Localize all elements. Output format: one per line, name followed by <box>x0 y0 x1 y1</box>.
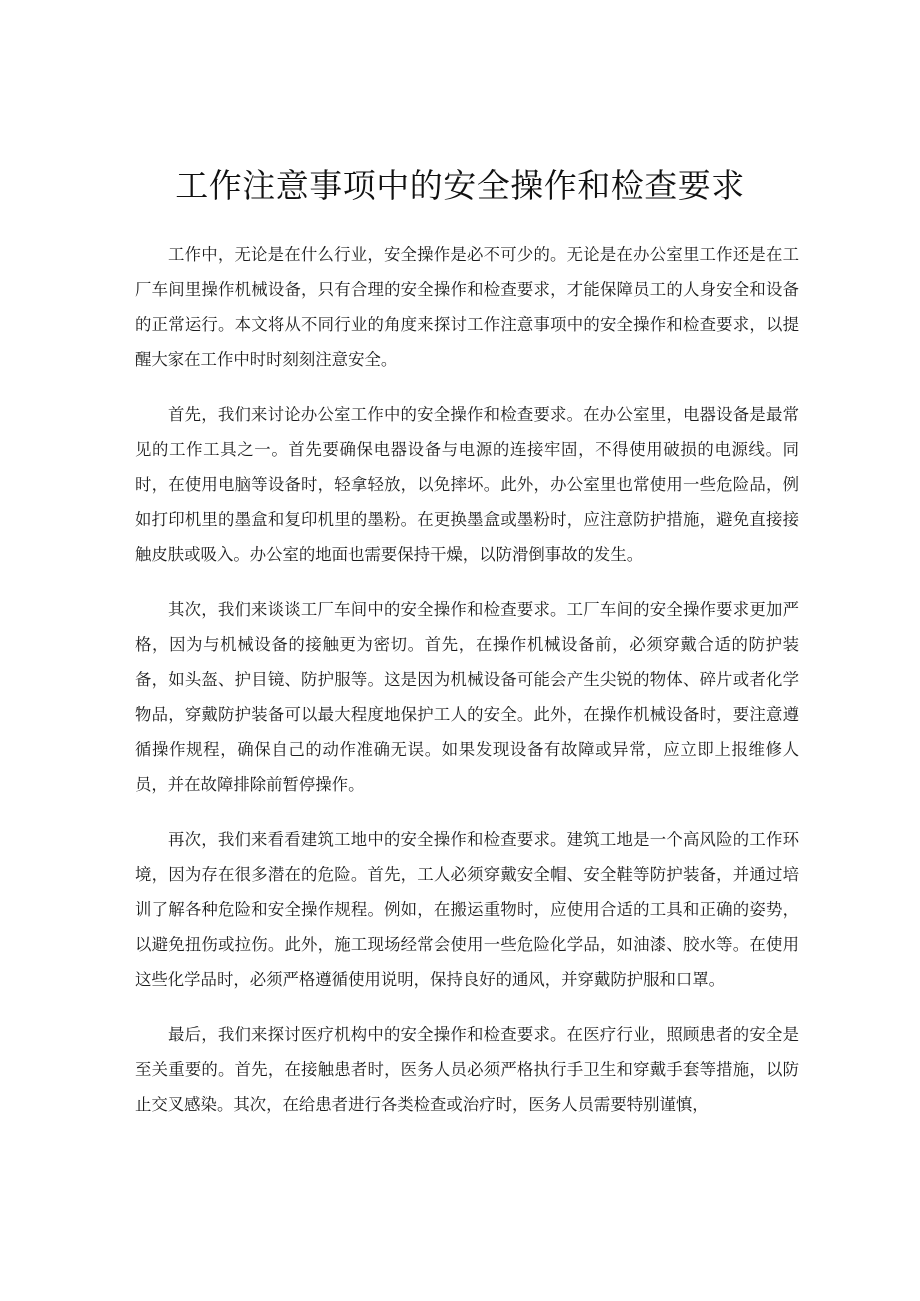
paragraph-factory: 其次，我们来谈谈工厂车间中的安全操作和检查要求。工厂车间的安全操作要求更加严格，因为与机械设备的接触更为密切。首先，在操作机械设备前，必须穿戴合适的防护装备，如头盔、护目镜、防护服等。这是因为机械设备可能会产生尖锐的物体、碎片或者化学物品，穿戴防护装备可以最大程度地保护工人的安全。此外，在操作机械设备时，要注意遵循操作规程，确保自己的动作准确无误。如果发现设备有故障或异常，应立即上报维修人员，并在故障排除前暂停操作。 <box>135 600 799 794</box>
paragraph-construction: 再次，我们来看看建筑工地中的安全操作和检查要求。建筑工地是一个高风险的工作环境，因为存在很多潜在的危险。首先，工人必须穿戴安全帽、安全鞋等防护装备，并通过培训了解各种危险和安全操作规程。例如，在搬运重物时，应使用合适的工具和正确的姿势，以避免扭伤或拉伤。此外，施工现场经常会使用一些危险化学品，如油漆、胶水等。在使用这些化学品时，必须严格遵循使用说明，保持良好的通风，并穿戴防护服和口罩。 <box>135 830 799 989</box>
paragraph-office: 首先，我们来讨论办公室工作中的安全操作和检查要求。在办公室里，电器设备是最常见的工作工具之一。首先要确保电器设备与电源的连接牢固，不得使用破损的电源线。同时，在使用电脑等设备时，轻拿轻放，以免摔坏。此外，办公室里也常使用一些危险品，例如打印机里的墨盒和复印机里的墨粉。在更换墨盒或墨粉时，应注意防护措施，避免直接接触皮肤或吸入。办公室的地面也需要保持干燥，以防滑倒事故的发生。 <box>135 405 799 564</box>
document-body <box>135 237 799 1142</box>
document-title: 工作注意事项中的安全操作和检查要求 <box>175 166 745 205</box>
paragraph-medical: 最后，我们来探讨医疗机构中的安全操作和检查要求。在医疗行业，照顾患者的安全是至关重要的。首先，在接触患者时，医务人员必须严格执行手卫生和穿戴手套等措施，以防止交叉感染。其次，在给患者进行各类检查或治疗时，医务人员需要特别谨慎， <box>135 1025 799 1114</box>
paragraph-intro: 工作中，无论是在什么行业，安全操作是必不可少的。无论是在办公室里工作还是在工厂车间里操作机械设备，只有合理的安全操作和检查要求，才能保障员工的人身安全和设备的正常运行。本文将从不同行业的角度来探讨工作注意事项中的安全操作和检查要求，以提醒大家在工作中时时刻刻注意安全。 <box>135 245 799 369</box>
